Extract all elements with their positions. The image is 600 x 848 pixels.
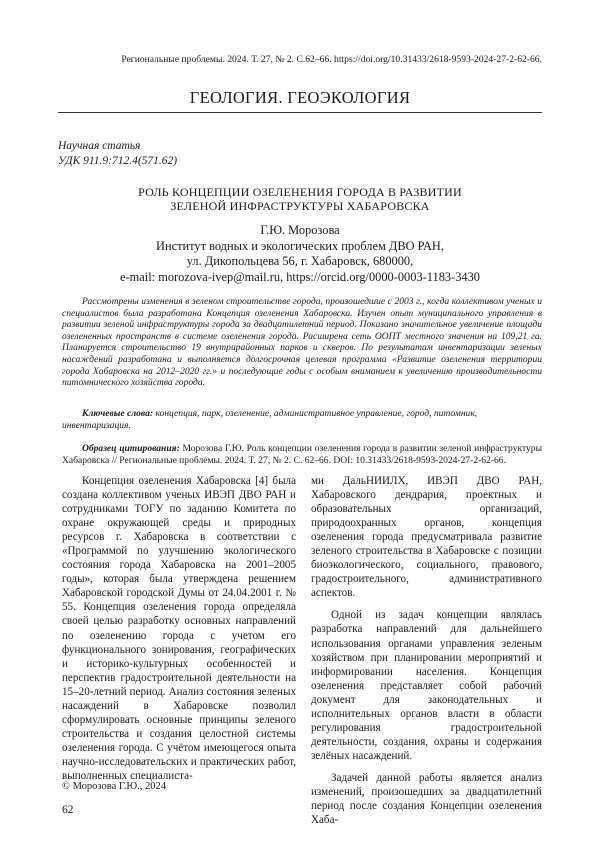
section-divider: [58, 112, 542, 113]
body-paragraph: Задачей данной работы является анализ изменений, произошедших за двадцатилетний период после создания Концепции озеленения Хаба-: [311, 771, 542, 827]
author-name: Г.Ю. Морозова: [260, 223, 340, 237]
author-block: [58, 223, 542, 285]
body-paragraph: Концепция озеленения Хабаровска [4] была создана коллективом ученых ИВЭП ДВО РАН и сотрудниками ТОГУ по заданию Комитета по охране окружающей среды и природных ресурсов г. Хабаровска в соответствии с «Программой по улучшению экологического состояния города Хабаровска на 2001–2005 годы», которая была утверждена решением Хабаровской городской Думы от 24.04.2001 г. № 55. Концепция озеленения города определяла своей целью разработку основных направлений по озеленению города с учетом его функционального зонирования, географических и историко-культурных особенностей и перспектив градостроительной деятельности на 15–20-летний период. Анализ состояния зеленых насаждений в Хабаровске позволил сформулировать основные принципы зеленого строительства и создания целостной системы озеленения города. С учётом имеющегося опыта научно-исследовательских и практических работ, выполненных специалиста-: [62, 475, 296, 782]
body-paragraph: Одной из задач концепции являлась разработка направлений для дальнейшего использования органами управления зеленым хозяйством при планировании мероприятий и информировании населения. Концепция озеленения представляет собой рабочий документ для законодательных и исполнительных органов власти в области регулирования градостроительной деятельности, создания, охраны и содержания зелёных насаждений.: [311, 609, 542, 762]
page-number: 62: [62, 804, 74, 816]
citation-label: Образец цитирования:: [82, 443, 180, 454]
citation-text: Морозова Г.Ю. Роль концепции озеленения города в развитии зеленой инфраструктуры Хабаровска // Региональные проблемы. 2024. Т. 27, № 2. С. 62–66. DOI: 10.31433/2618-9593-2024-27-2-62-66.: [62, 443, 542, 466]
body-column-left: [62, 474, 296, 791]
keywords-text: концепция, парк, озеленение, административное управление, город, питомник, инвентаризация.: [62, 408, 478, 431]
keywords-label: Ключевые слова:: [82, 408, 154, 419]
copyright: © Морозова Г.Ю., 2024: [62, 781, 167, 792]
section-title: ГЕОЛОГИЯ. ГЕОЭКОЛОГИЯ: [189, 88, 411, 107]
title-line-2: ЗЕЛЕНОЙ ИНФРАСТРУКТУРЫ ХАБАРОВСКА: [170, 199, 430, 213]
body-column-right: [311, 474, 542, 835]
keywords: [62, 408, 542, 431]
body-paragraph: ми ДальНИИЛХ, ИВЭП ДВО РАН, Хабаровского дендрария, проектных и образовательных организаций, природоохранных органов, концепция озеленения города предусматривала развитие зеленого строительства в Хабаровске с позиции биоэкологического, социального, правового, градостроительного, административного аспектов.: [311, 475, 542, 600]
article-title: [58, 185, 542, 213]
udk-code: УДК 911.9:712.4(571.62): [58, 155, 178, 167]
title-line-1: РОЛЬ КОНЦЕПЦИИ ОЗЕЛЕНЕНИЯ ГОРОДА В РАЗВИТИИ: [138, 185, 462, 199]
citation-sample: [62, 443, 542, 466]
author-institute: Институт водных и экологических проблем ДВО РАН,: [156, 238, 444, 253]
author-contacts: e-mail: morozova-ivep@mail.ru, https://orcid.org/0000-0003-1183-3430: [120, 269, 480, 284]
author-address: ул. Дикопольцева 56, г. Хабаровск, 680000,: [186, 254, 414, 269]
journal-citation-header: Региональные проблемы. 2024. Т. 27, № 2. С.62–66. https://doi.org/10.31433/2618-9593-2024-27-2-62-66.: [121, 54, 542, 65]
abstract: Рассмотрены изменения в зеленом строительстве города, произошедшие с 2003 г., когда коллективом ученых и специалистов была разработана Концепция озеленения Хабаровска. Изучен опыт муниципального управления в развитии зеленой инфраструктуры города за двадцатилетний период. Показано значительное увеличение площади озелененных пространств в системе озеленения города. Расширена сеть ООПТ местного значения на 109,21 га. Планируется строительство 19 внутрирайонных парков и скверов. По результатам инвентаризации зеленых насаждений разработана и выполняется долгосрочная целевая программа «Развитие озеленения территории города Хабаровска на 2012–2020 гг.» и последующие годы с особым вниманием к увеличению производительности питомнического хозяйства города.: [62, 296, 542, 389]
article-type: Научная статья: [58, 140, 141, 152]
